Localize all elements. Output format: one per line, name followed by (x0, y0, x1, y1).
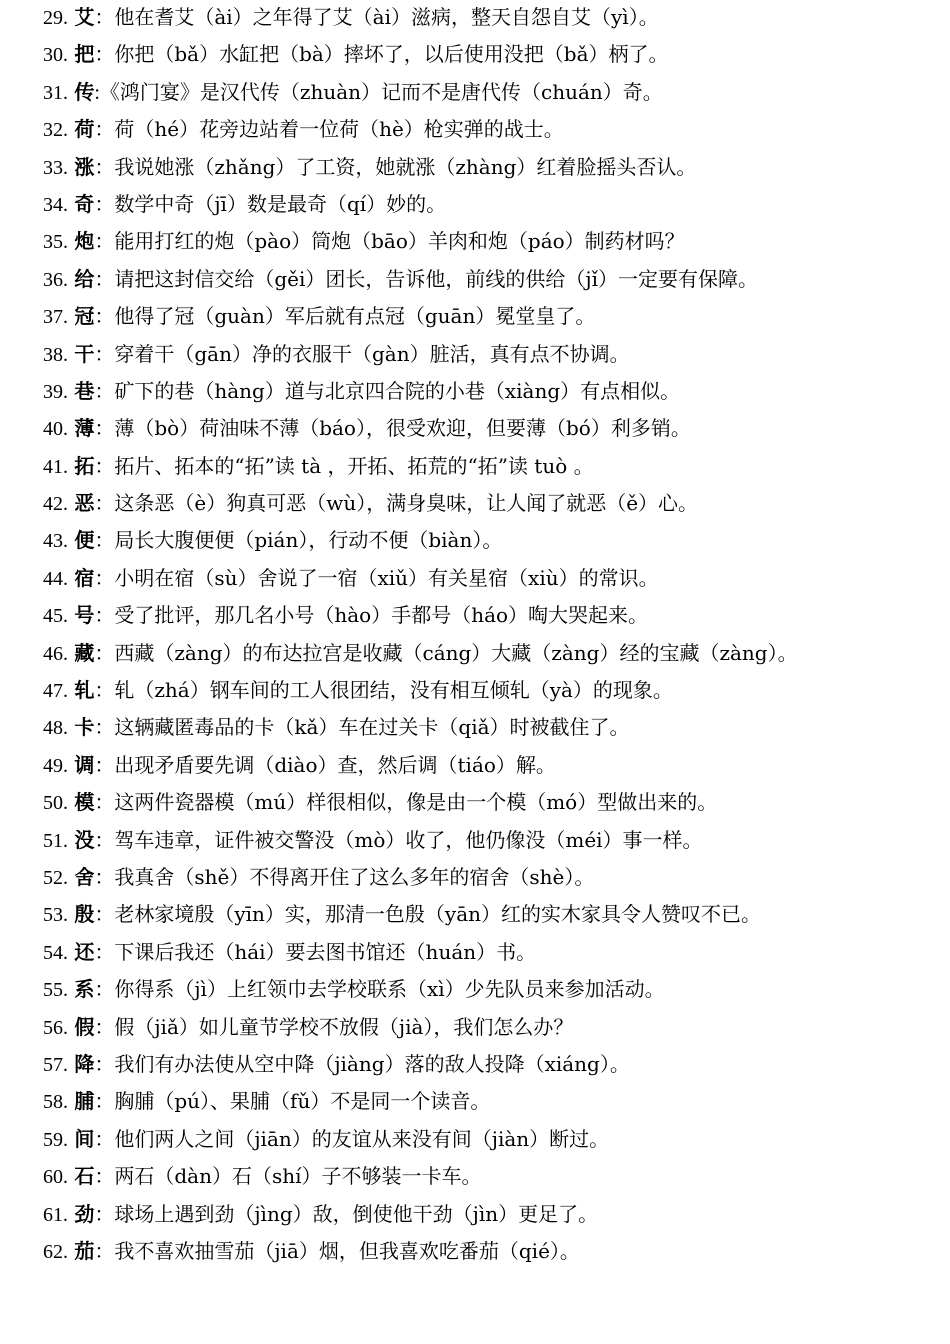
entry-character: 炮 (74, 231, 95, 254)
entry-character: 假 (74, 1016, 95, 1039)
entry-example-sentence: 两石（dàn）石（shí）子不够装一卡车。 (114, 1164, 482, 1189)
entry-character: 号 (74, 605, 95, 628)
entry-character: 冠 (74, 306, 95, 329)
entry-separator: ： (94, 642, 115, 665)
entry-separator: ： (94, 904, 115, 927)
entry-number: 34. (43, 193, 68, 216)
entry-separator: ： (94, 1240, 115, 1263)
entry-example-sentence: 他得了冠（guàn）军后就有点冠（guān）冕堂皇了。 (114, 304, 596, 329)
entry-character: 传 (74, 81, 95, 104)
entry-separator: ： (94, 1091, 115, 1114)
polyphone-entry (43, 747, 943, 784)
polyphone-entry (43, 971, 943, 1008)
entry-separator: ： (94, 530, 115, 553)
entry-number: 49. (43, 754, 68, 777)
entry-separator: ： (94, 493, 115, 516)
entry-character: 舍 (74, 866, 95, 889)
entry-separator: ： (94, 44, 115, 67)
entry-character: 卡 (74, 717, 95, 740)
entry-example-sentence: 荷（hé）花旁边站着一位荷（hè）枪实弹的战士。 (114, 117, 564, 142)
polyphone-entry (43, 1121, 943, 1158)
entry-separator: : (94, 81, 100, 104)
document-page (43, 0, 943, 1270)
polyphone-entry (43, 485, 943, 522)
entry-example-sentence: 《鸿门宴》是汉代传（zhuàn）记而不是唐代传（chuán）奇。 (99, 79, 663, 104)
entry-character: 殷 (74, 904, 95, 927)
polyphone-entry (43, 896, 943, 933)
entry-number: 52. (43, 866, 68, 889)
entry-example-sentence: 我说她涨（zhǎng）了工资，她就涨（zhàng）红着脸摇头否认。 (114, 154, 697, 179)
entry-example-sentence: 我们有办法使从空中降（jiàng）落的敌人投降（xiáng）。 (114, 1051, 630, 1076)
polyphone-entry (43, 111, 943, 148)
entry-separator: ： (94, 1053, 115, 1076)
entry-example-sentence: 你得系（jì）上红领巾去学校联系（xì）少先队员来参加活动。 (114, 977, 665, 1002)
entry-character: 间 (74, 1128, 95, 1151)
polyphone-entry (43, 635, 943, 672)
entry-number: 31. (43, 81, 68, 104)
entry-example-sentence: 老林家境殷（yīn）实，那清一色殷（yān）红的实木家具令人赞叹不已。 (114, 902, 762, 927)
polyphone-entry (43, 448, 943, 485)
entry-separator: ： (94, 1203, 115, 1226)
entry-example-sentence: 这条恶（è）狗真可恶（wù），满身臭味，让人闻了就恶（ě）心。 (114, 491, 699, 516)
entry-example-sentence: 我不喜欢抽雪茄（jiā）烟，但我喜欢吃番茄（qié）。 (114, 1238, 580, 1263)
entry-character: 干 (74, 343, 95, 366)
entry-character: 便 (74, 530, 95, 553)
entry-number: 33. (43, 156, 68, 179)
entry-separator: ： (94, 306, 115, 329)
entry-number: 40. (43, 418, 68, 441)
entry-separator: ： (94, 1016, 115, 1039)
entry-character: 涨 (74, 156, 95, 179)
polyphone-entry (43, 0, 943, 36)
entry-example-sentence: 假（jiǎ）如儿童节学校不放假（jià），我们怎么办？ (114, 1014, 574, 1039)
polyphone-entry (43, 186, 943, 223)
entry-number: 29. (43, 7, 68, 29)
entry-number: 59. (43, 1128, 68, 1151)
polyphone-entry (43, 859, 943, 896)
entry-separator: ： (94, 1128, 115, 1151)
entry-example-sentence: 矿下的巷（hàng）道与北京四合院的小巷（xiàng）有点相似。 (114, 378, 681, 403)
entry-character: 调 (74, 754, 95, 777)
entry-separator: ： (94, 156, 115, 179)
entry-character: 脯 (74, 1091, 95, 1114)
polyphone-entry (43, 336, 943, 373)
entry-separator: ： (94, 866, 115, 889)
entry-example-sentence: 薄（bò）荷油味不薄（báo），很受欢迎，但要薄（bó）利多销。 (114, 416, 691, 441)
entry-number: 54. (43, 941, 68, 964)
entry-number: 60. (43, 1166, 68, 1189)
polyphone-entry (43, 597, 943, 634)
entry-number: 35. (43, 231, 68, 254)
entry-example-sentence: 胸脯（pú）、果脯（fǔ）不是同一个读音。 (114, 1089, 491, 1114)
entry-separator: ： (94, 979, 115, 1002)
polyphone-entry (43, 1158, 943, 1195)
entry-character: 把 (74, 44, 95, 67)
entry-number: 38. (43, 343, 68, 366)
entry-separator: ： (94, 418, 115, 441)
polyphone-entry (43, 410, 943, 447)
entry-separator: ： (94, 754, 115, 777)
entry-example-sentence: 穿着干（gān）净的衣服干（gàn）脏活，真有点不协调。 (114, 341, 630, 366)
entry-separator: ： (94, 941, 115, 964)
entry-separator: ： (94, 119, 115, 142)
entry-number: 39. (43, 380, 68, 403)
entry-character: 奇 (74, 193, 95, 216)
entry-number: 48. (43, 717, 68, 740)
entry-number: 36. (43, 268, 68, 291)
polyphone-entry (43, 261, 943, 298)
entry-separator: ： (94, 680, 115, 703)
entry-character: 藏 (74, 642, 95, 665)
polyphone-entry (43, 560, 943, 597)
polyphone-entry (43, 934, 943, 971)
entry-number: 46. (43, 642, 68, 665)
entry-example-sentence: 他们两人之间（jiān）的友谊从来没有间（jiàn）断过。 (114, 1126, 610, 1151)
entry-separator: ： (94, 7, 115, 29)
entry-number: 50. (43, 792, 68, 815)
polyphone-entry (43, 672, 943, 709)
entry-character: 轧 (74, 680, 95, 703)
entry-separator: ： (94, 380, 115, 403)
entry-number: 51. (43, 829, 68, 852)
entry-number: 55. (43, 979, 68, 1002)
entry-example-sentence: 数学中奇（jī）数是最奇（qí）妙的。 (114, 191, 447, 216)
entry-example-sentence: 驾车违章，证件被交警没（mò）收了，他仍像没（méi）事一样。 (114, 827, 703, 852)
entry-separator: ： (94, 717, 115, 740)
entry-example-sentence: 你把（bǎ）水缸把（bà）摔坏了，以后使用没把（bǎ）柄了。 (114, 42, 669, 67)
entry-example-sentence: 受了批评，那几名小号（hào）手都号（háo）啕大哭起来。 (114, 603, 649, 628)
polyphone-entry (43, 298, 943, 335)
entry-character: 薄 (74, 418, 95, 441)
entry-example-sentence: 局长大腹便便（pián），行动不便（biàn）。 (114, 528, 503, 553)
polyphone-entry (43, 373, 943, 410)
polyphone-entry (43, 223, 943, 260)
polyphone-entry (43, 784, 943, 821)
entry-number: 44. (43, 567, 68, 590)
entry-separator: ： (94, 231, 115, 254)
polyphone-entry (43, 1233, 943, 1270)
entry-separator: ： (94, 567, 115, 590)
entry-example-sentence: 能用打红的炮（pào）筒炮（bāo）羊肉和炮（páo）制药材吗？ (114, 229, 685, 254)
entry-character: 给 (74, 268, 95, 291)
entry-number: 58. (43, 1091, 68, 1114)
entry-character: 宿 (74, 567, 95, 590)
entry-separator: ： (94, 605, 115, 628)
polyphone-entry (43, 1009, 943, 1046)
entry-example-sentence: 出现矛盾要先调（diào）查，然后调（tiáo）解。 (114, 752, 556, 777)
entry-number: 32. (43, 119, 68, 142)
polyphone-entry (43, 36, 943, 73)
polyphone-entry (43, 1046, 943, 1083)
entry-number: 56. (43, 1016, 68, 1039)
polyphone-entry (43, 522, 943, 559)
entry-character: 石 (74, 1166, 95, 1189)
entry-character: 茄 (74, 1240, 95, 1263)
entry-number: 41. (43, 455, 68, 478)
entry-example-sentence: 轧（zhá）钢车间的工人很团结，没有相互倾轧（yà）的现象。 (114, 678, 673, 703)
entry-example-sentence: 请把这封信交给（gěi）团长，告诉他，前线的供给（jǐ）一定要有保障。 (114, 266, 758, 291)
entry-character: 降 (74, 1053, 95, 1076)
entry-example-sentence: 他在耆艾（ài）之年得了艾（ài）滋病，整天自怨自艾（yì）。 (114, 5, 659, 29)
polyphone-entry (43, 74, 943, 111)
entry-number: 47. (43, 680, 68, 703)
entry-character: 艾 (74, 7, 95, 29)
entry-character: 还 (74, 941, 95, 964)
entry-character: 拓 (74, 455, 95, 478)
entry-number: 37. (43, 306, 68, 329)
polyphone-entry (43, 709, 943, 746)
entry-character: 巷 (74, 380, 95, 403)
entry-example-sentence: 小明在宿（sù）舍说了一宿（xiǔ）有关星宿（xiù）的常识。 (114, 565, 659, 590)
entry-example-sentence: 我真舍（shě）不得离开住了这么多年的宿舍（shè）。 (114, 864, 595, 889)
entry-character: 恶 (74, 493, 95, 516)
entry-separator: ： (94, 343, 115, 366)
polyphone-entry (43, 149, 943, 186)
entry-character: 系 (74, 979, 95, 1002)
entry-number: 62. (43, 1240, 68, 1263)
entry-separator: ： (94, 829, 115, 852)
entry-number: 30. (43, 44, 68, 67)
entry-separator: ： (94, 193, 115, 216)
entry-separator: ： (94, 268, 115, 291)
entry-character: 劲 (74, 1203, 95, 1226)
entry-number: 43. (43, 530, 68, 553)
entry-separator: ： (94, 1166, 115, 1189)
polyphone-entry (43, 1196, 943, 1233)
entry-number: 53. (43, 904, 68, 927)
entry-character: 荷 (74, 119, 95, 142)
entry-character: 模 (74, 792, 95, 815)
entry-separator: ： (94, 792, 115, 815)
entry-example-sentence: 西藏（zàng）的布达拉宫是收藏（cáng）大藏（zàng）经的宝藏（zàng）。 (114, 640, 798, 665)
entry-number: 45. (43, 605, 68, 628)
entry-example-sentence: 拓片、拓本的“拓”读 tà ，开拓、拓荒的“拓”读 tuò 。 (114, 453, 594, 478)
entry-character: 没 (74, 829, 95, 852)
entry-number: 42. (43, 493, 68, 516)
entry-number: 57. (43, 1053, 68, 1076)
entry-separator: ： (94, 455, 115, 478)
entry-example-sentence: 球场上遇到劲（jìng）敌，倒使他干劲（jìn）更足了。 (114, 1201, 599, 1226)
entry-example-sentence: 这两件瓷器模（mú）样很相似，像是由一个模（mó）型做出来的。 (114, 790, 718, 815)
entry-example-sentence: 这辆藏匿毒品的卡（kǎ）车在过关卡（qiǎ）时被截住了。 (114, 715, 630, 740)
polyphone-entry (43, 1083, 943, 1120)
entry-example-sentence: 下课后我还（hái）要去图书馆还（huán）书。 (114, 939, 537, 964)
entry-number: 61. (43, 1203, 68, 1226)
polyphone-entry (43, 822, 943, 859)
